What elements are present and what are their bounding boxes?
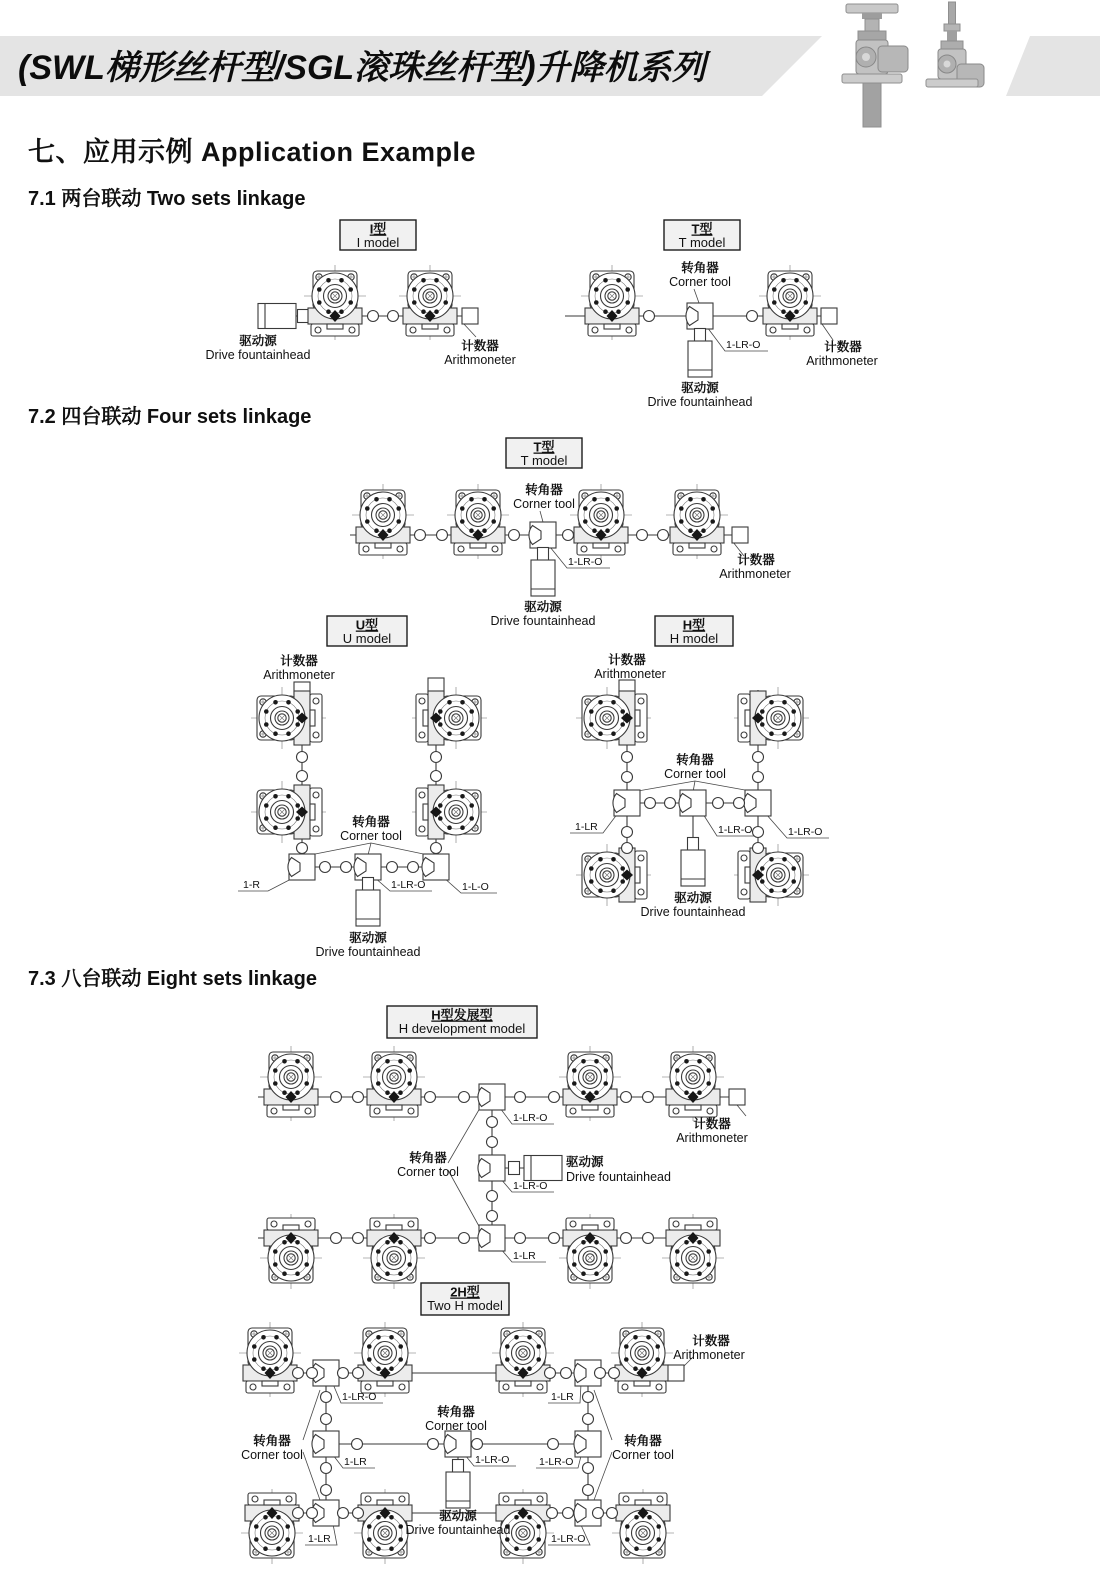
coupling-icon <box>338 1508 349 1519</box>
screw-jack-unit <box>241 1489 303 1564</box>
ratio-tag: 1-LR-O <box>539 1456 574 1468</box>
coupling-icon <box>563 1508 574 1519</box>
model-name-en: H model <box>669 631 719 646</box>
coupling-icon <box>353 1368 364 1379</box>
diagram-label: 驱动源 <box>349 931 387 945</box>
coupling-icon <box>331 1233 342 1244</box>
screw-jack-unit <box>352 484 414 559</box>
model-name-cn: H型 <box>682 617 706 633</box>
product-photos <box>842 2 984 127</box>
coupling-icon <box>431 843 442 854</box>
coupling-icon <box>688 838 699 851</box>
corner-tool-icon <box>444 1431 471 1457</box>
coupling-icon <box>353 1508 364 1519</box>
coupling-icon <box>645 798 656 809</box>
screw-jack-unit <box>576 687 651 749</box>
coupling-icon <box>547 1508 558 1519</box>
coupling-icon <box>622 752 633 763</box>
drive-motor-icon <box>258 304 296 329</box>
diagram-label: Drive fountainhead <box>647 395 753 409</box>
leader-line <box>594 1452 612 1500</box>
diagram-label: 转角器 <box>676 753 714 767</box>
ratio-tag: 1-L-O <box>462 881 489 893</box>
diagram-label: Drive fountainhead <box>315 945 421 959</box>
coupling-icon <box>595 1368 606 1379</box>
screw-jack-unit <box>662 1214 724 1289</box>
model-name-cn: T型 <box>533 439 555 455</box>
diagram-label: 转角器 <box>525 483 563 497</box>
screw-jack-unit <box>363 1214 425 1289</box>
screw-jack-unit <box>559 1214 621 1289</box>
model-name-cn: T型 <box>691 221 713 237</box>
corner-tool-icon <box>288 854 315 880</box>
leader-line <box>303 1452 320 1500</box>
drive-motor-icon <box>446 1472 470 1508</box>
model-name-cn: H型发展型 <box>431 1007 493 1023</box>
screw-jack-unit <box>239 1322 301 1397</box>
coupling-icon <box>307 1368 318 1379</box>
corner-tool-icon <box>478 1084 505 1110</box>
leader-line <box>463 323 476 337</box>
screw-jack-unit <box>612 1489 674 1564</box>
section-heading: 七、应用示例 Application Example <box>28 137 477 167</box>
screw-jack-unit <box>251 687 326 749</box>
diagram-label: 驱动源 <box>674 891 712 905</box>
screw-jack-unit <box>447 484 509 559</box>
diagram-four-sets-linkage <box>238 438 829 959</box>
coupling-icon <box>545 1368 556 1379</box>
corner-tool-icon <box>312 1431 339 1457</box>
coupling-icon <box>644 311 655 322</box>
coupling-icon <box>515 1092 526 1103</box>
coupling-icon <box>609 1368 620 1379</box>
coupling-icon <box>415 530 426 541</box>
subheading-7-1: 7.1 两台联动 Two sets linkage <box>28 188 306 210</box>
coupling-icon <box>293 1368 304 1379</box>
ratio-tag: 1-LR <box>308 1533 331 1545</box>
coupling-icon <box>408 862 419 873</box>
diagram-label: 转角器 <box>624 1434 662 1448</box>
screw-jack-unit <box>492 1322 554 1397</box>
ratio-tag: 1-LR <box>344 1456 367 1468</box>
diagram-label: 计数器 <box>693 1117 731 1131</box>
counter-icon <box>821 308 837 324</box>
screw-jack-unit <box>759 265 821 340</box>
coupling-icon <box>747 311 758 322</box>
corner-tool-icon <box>686 303 713 329</box>
coupling-icon <box>353 1233 364 1244</box>
diagram-label: Corner tool <box>425 1419 487 1433</box>
diagram-label: Drive fountainhead <box>490 614 596 628</box>
coupling-icon <box>695 329 706 342</box>
leader-line <box>694 289 699 303</box>
coupling-icon <box>487 1211 498 1222</box>
screw-jack-unit <box>662 1046 724 1121</box>
model-name-en: I model <box>356 235 400 250</box>
coupling-icon <box>363 878 374 891</box>
diagram-label: 转角器 <box>681 261 719 275</box>
screw-jack-unit <box>570 484 632 559</box>
corner-tool-icon <box>354 854 381 880</box>
coupling-icon <box>753 752 764 763</box>
diagram-label: 转角器 <box>352 815 390 829</box>
diagram-label: 驱动源 <box>566 1155 604 1169</box>
screw-jack-unit <box>734 844 809 906</box>
diagram-label: Arithmoneter <box>719 567 791 581</box>
coupling-icon <box>297 771 308 782</box>
coupling-icon <box>353 1092 364 1103</box>
screw-jack-unit <box>734 687 809 749</box>
coupling-icon <box>549 1233 560 1244</box>
coupling-icon <box>549 1092 560 1103</box>
coupling-icon <box>713 798 724 809</box>
coupling-icon <box>487 1191 498 1202</box>
diagram-label: 计数器 <box>461 339 499 353</box>
ratio-tag: 1-LR-O <box>788 826 823 838</box>
model-name-cn: U型 <box>355 617 379 633</box>
product-photo-left <box>842 4 908 127</box>
coupling-icon <box>665 798 676 809</box>
screw-jack-unit <box>412 781 487 843</box>
counter-icon <box>729 1089 745 1105</box>
coupling-icon <box>388 311 399 322</box>
coupling-icon <box>563 530 574 541</box>
diagram-label: Corner tool <box>513 497 575 511</box>
leader-line <box>368 843 371 855</box>
model-name-en: H development model <box>398 1021 526 1036</box>
coupling-icon <box>509 1162 520 1175</box>
ratio-tag: 1-LR-O <box>513 1112 548 1124</box>
coupling-icon <box>515 1233 526 1244</box>
coupling-icon <box>298 310 309 323</box>
diagram-label: Arithmoneter <box>806 354 878 368</box>
leader-line <box>540 511 543 522</box>
diagram-label: 转角器 <box>253 1434 291 1448</box>
diagram-label: 计数器 <box>824 340 862 354</box>
coupling-icon <box>643 1092 654 1103</box>
screw-jack-unit <box>559 1046 621 1121</box>
model-name-cn: 2H型 <box>450 1284 480 1300</box>
diagram-label: 驱动源 <box>681 381 719 395</box>
coupling-icon <box>437 530 448 541</box>
diagram-label: Drive fountainhead <box>405 1523 511 1537</box>
drive-motor-icon <box>681 850 705 886</box>
corner-tool-icon <box>613 790 640 816</box>
coupling-icon <box>538 548 549 561</box>
diagram-two-sets-linkage <box>206 220 878 409</box>
counter-icon <box>732 527 748 543</box>
coupling-icon <box>487 1137 498 1148</box>
subheading-7-2: 7.2 四台联动 Four sets linkage <box>28 406 312 428</box>
banner-stripe-right <box>1006 36 1100 96</box>
coupling-icon <box>622 772 633 783</box>
leader-line <box>448 1108 480 1163</box>
model-name-en: T model <box>520 453 568 468</box>
coupling-icon <box>621 1092 632 1103</box>
coupling-icon <box>734 798 745 809</box>
diagram-label: 计数器 <box>608 653 646 667</box>
diagram-label: Corner tool <box>669 275 731 289</box>
coupling-icon <box>352 1439 363 1450</box>
screw-jack-unit <box>611 1322 673 1397</box>
diagram-label: Corner tool <box>397 1165 459 1179</box>
coupling-icon <box>321 1392 332 1403</box>
coupling-icon <box>341 862 352 873</box>
coupling-icon <box>621 1233 632 1244</box>
coupling-icon <box>320 862 331 873</box>
corner-tool-icon <box>478 1225 505 1251</box>
coupling-icon <box>431 752 442 763</box>
coupling-icon <box>387 862 398 873</box>
model-name-en: Two H model <box>427 1298 503 1313</box>
screw-jack-unit <box>260 1046 322 1121</box>
coupling-icon <box>297 843 308 854</box>
ratio-tag: 1-LR-O <box>726 339 761 351</box>
coupling-icon <box>297 752 308 763</box>
coupling-icon <box>583 1463 594 1474</box>
coupling-icon <box>472 1439 483 1450</box>
product-photo-right <box>926 2 984 87</box>
coupling-icon <box>459 1233 470 1244</box>
coupling-icon <box>459 1092 470 1103</box>
corner-tool-icon <box>744 790 771 816</box>
screw-jack-unit <box>581 265 643 340</box>
ratio-tag: 1-LR-O <box>513 1180 548 1192</box>
diagram-label: Arithmoneter <box>444 353 516 367</box>
diagram-label: Corner tool <box>241 1448 303 1462</box>
ratio-tag: 1-LR-O <box>551 1533 586 1545</box>
screw-jack-unit <box>304 265 366 340</box>
coupling-icon <box>428 1439 439 1450</box>
screw-jack-unit <box>354 1322 416 1397</box>
drive-motor-icon <box>356 890 380 926</box>
diagram-label: Drive fountainhead <box>640 905 746 919</box>
diagram-label: 转角器 <box>409 1151 447 1165</box>
diagram-label: Corner tool <box>612 1448 674 1462</box>
screw-jack-unit <box>576 844 651 906</box>
diagram-label: Corner tool <box>664 767 726 781</box>
diagram-label: 计数器 <box>737 553 775 567</box>
coupling-icon <box>321 1463 332 1474</box>
coupling-icon <box>593 1508 604 1519</box>
diagram-label: Arithmoneter <box>673 1348 745 1362</box>
coupling-icon <box>487 1117 498 1128</box>
coupling-icon <box>622 843 633 854</box>
coupling-icon <box>753 827 764 838</box>
corner-tool-icon <box>529 522 556 548</box>
ratio-tag: 1-LR <box>513 1250 536 1262</box>
coupling-icon <box>321 1485 332 1496</box>
corner-tool-icon <box>422 854 449 880</box>
coupling-icon <box>643 1233 654 1244</box>
diagram-label: Arithmoneter <box>676 1131 748 1145</box>
coupling-icon <box>583 1414 594 1425</box>
coupling-icon <box>431 771 442 782</box>
banner-title: (SWL梯形丝杆型/SGL滚珠丝杆型)升降机系列 <box>18 49 706 87</box>
diagram-eight-sets-linkage <box>239 1006 748 1564</box>
coupling-icon <box>637 530 648 541</box>
ratio-tag: 1-LR-O <box>391 879 426 891</box>
model-name-en: T model <box>678 235 726 250</box>
ratio-tag: 1-LR <box>575 821 598 833</box>
model-name-cn: I型 <box>369 221 387 237</box>
coupling-icon <box>425 1092 436 1103</box>
coupling-icon <box>583 1485 594 1496</box>
screw-jack-unit <box>363 1046 425 1121</box>
diagram-label: 计数器 <box>280 654 318 668</box>
ratio-tag: 1-LR-O <box>342 1391 377 1403</box>
diagram-label: Arithmoneter <box>263 668 335 682</box>
diagram-label: 驱动源 <box>524 600 562 614</box>
coupling-icon <box>509 530 520 541</box>
ratio-tag: 1-LR-O <box>475 1454 510 1466</box>
coupling-icon <box>321 1414 332 1425</box>
ratio-tag: 1-LR <box>551 1391 574 1403</box>
drive-motor-icon <box>524 1156 562 1181</box>
diagram-label: 驱动源 <box>439 1509 477 1523</box>
screw-jack-unit <box>399 265 461 340</box>
counter-icon <box>668 1365 684 1381</box>
corner-tool-icon <box>679 790 706 816</box>
counter-icon <box>462 308 478 324</box>
coupling-icon <box>658 530 669 541</box>
screw-jack-unit <box>666 484 728 559</box>
diagram-label: Drive fountainhead <box>205 348 311 362</box>
diagram-label: 驱动源 <box>239 334 277 348</box>
subheading-7-3: 7.3 八台联动 Eight sets linkage <box>28 968 317 990</box>
leader-line <box>737 1105 746 1116</box>
diagram-label: Drive fountainhead <box>566 1170 671 1184</box>
screw-jack-unit <box>251 781 326 843</box>
coupling-icon <box>561 1368 572 1379</box>
ratio-tag: 1-LR-O <box>718 824 753 836</box>
corner-tool-icon <box>478 1155 505 1181</box>
ratio-tag: 1-LR-O <box>568 556 603 568</box>
ratio-tag: 1-R <box>243 879 260 891</box>
diagram-label: Corner tool <box>340 829 402 843</box>
drive-motor-icon <box>688 341 712 377</box>
diagram-label: 计数器 <box>692 1334 730 1348</box>
model-name-en: U model <box>342 631 392 646</box>
coupling-icon <box>753 772 764 783</box>
coupling-icon <box>368 311 379 322</box>
coupling-icon <box>338 1368 349 1379</box>
coupling-icon <box>622 827 633 838</box>
diagram-label: 转角器 <box>437 1405 475 1419</box>
coupling-icon <box>425 1233 436 1244</box>
coupling-icon <box>583 1392 594 1403</box>
coupling-icon <box>548 1439 559 1450</box>
leader-line <box>822 324 833 340</box>
screw-jack-unit <box>412 687 487 749</box>
coupling-icon <box>453 1460 464 1473</box>
coupling-icon <box>753 843 764 854</box>
screw-jack-unit <box>260 1214 322 1289</box>
drive-motor-icon <box>531 560 555 596</box>
coupling-icon <box>331 1092 342 1103</box>
coupling-icon <box>307 1508 318 1519</box>
diagram-label: Arithmoneter <box>594 667 666 681</box>
coupling-icon <box>607 1508 618 1519</box>
coupling-icon <box>293 1508 304 1519</box>
corner-tool-icon <box>574 1431 601 1457</box>
